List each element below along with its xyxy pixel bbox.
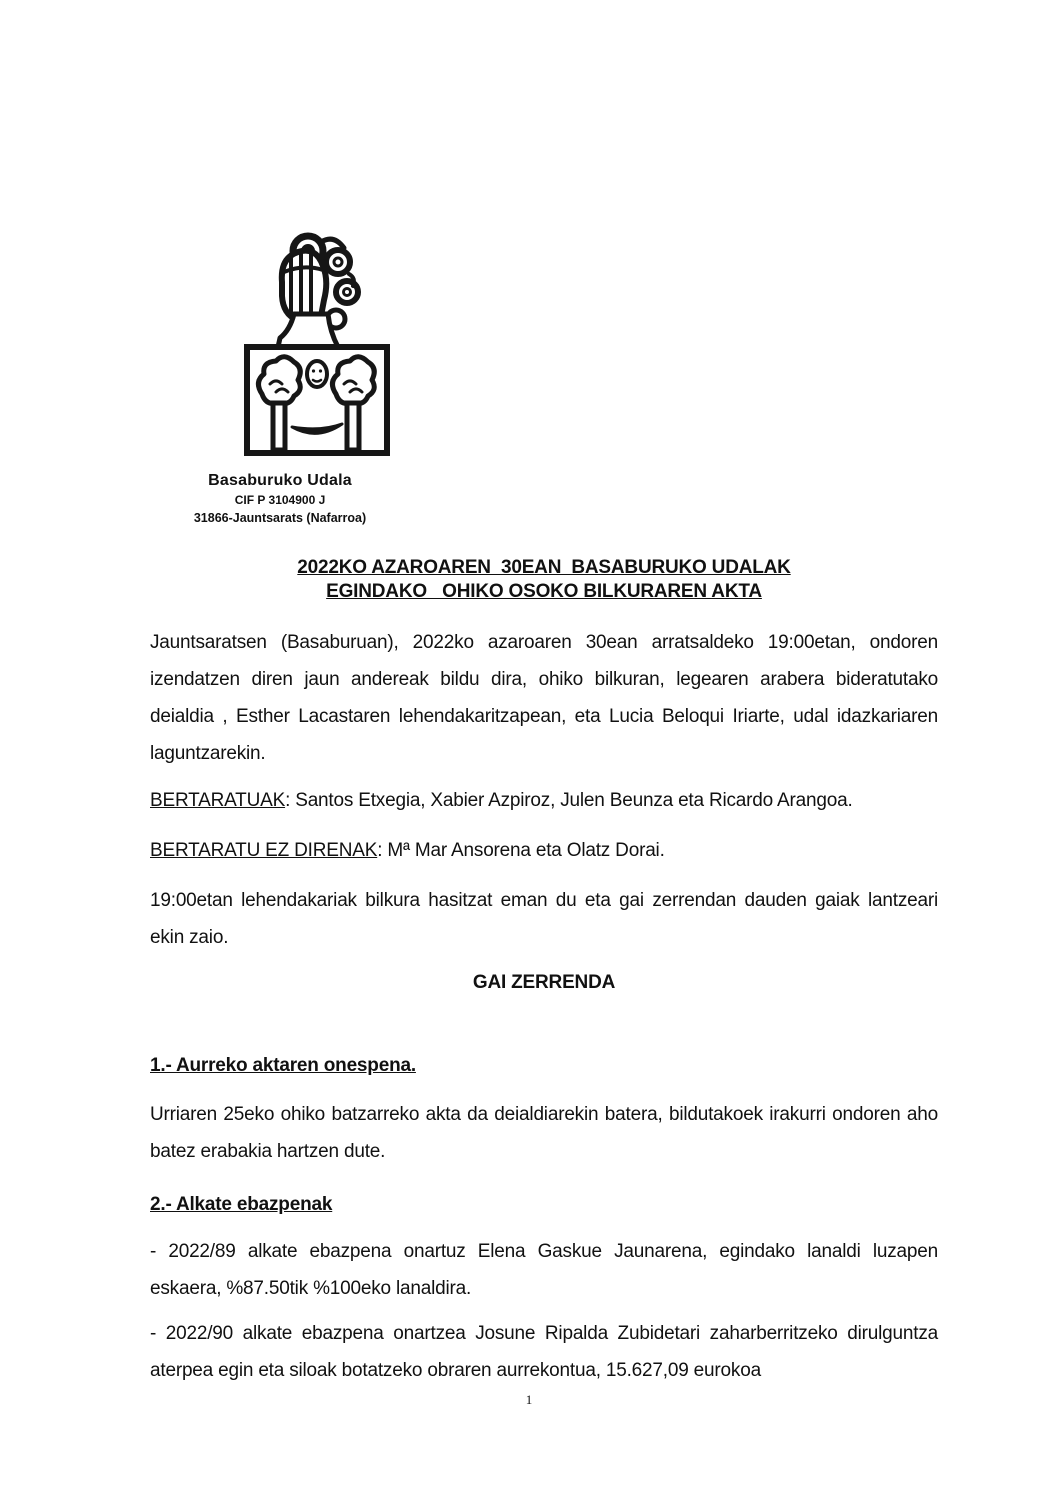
document-title-line2: EGINDAKO OHIKO OSOKO BILKURAREN AKTA bbox=[326, 581, 762, 602]
org-logo bbox=[242, 226, 392, 460]
opening-paragraph: 19:00etan lehendakariak bilkura hasitzat eman du eta gai zerrendan dauden gaiak lantzeari ekin zaio. bbox=[150, 890, 938, 948]
absentees-line bbox=[150, 832, 938, 869]
section-2-paragraph-1: - 2022/89 alkate ebazpena onartuz Elena Gaskue Jaunarena, egindako lanaldi luzapen eskaera, %87.50tik %100eko lanaldira. bbox=[150, 1241, 938, 1299]
org-name: Basaburuko Udala bbox=[208, 472, 352, 489]
org-address: 31866-Jauntsarats (Nafarroa) bbox=[193, 511, 367, 525]
attendees-line bbox=[150, 782, 938, 819]
attendees-label: BERTARATUAK bbox=[150, 790, 286, 811]
section-1-paragraph: Urriaren 25eko ohiko batzarreko akta da deialdiarekin batera, bildutakoek irakurri ondoren aho batez erabakia hartzen dute. bbox=[150, 1104, 938, 1162]
section-2-paragraph-2: - 2022/90 alkate ebazpena onartzea Josune Ripalda Zubidetari zaharberritzeko dirulguntza aterpea egin eta siloak botatzeko obraren aurrekontua, 15.627,09 eurokoa bbox=[150, 1323, 938, 1381]
intro-paragraph: Jauntsaratsen (Basaburuan), 2022ko azaroaren 30ean arratsaldeko 19:00etan, ondoren izendatzen diren jaun andereak bildu dira, ohiko bilkuran, legearen arabera bideratutako deialdia , Esther Lacastaren lehendakaritzapean, eta Lucia Beloqui Iriarte, udal idazkariaren laguntzarekin. bbox=[150, 632, 938, 764]
section-2-heading: 2.- Alkate ebazpenak bbox=[150, 1194, 333, 1215]
agenda-heading: GAI ZERRENDA bbox=[472, 972, 616, 993]
document-title-line1: 2022KO AZAROAREN 30EAN BASABURUKO UDALAK bbox=[297, 557, 791, 578]
page-number: 1 bbox=[525, 1392, 533, 1407]
absentees-names: : Mª Mar Ansorena eta Olatz Dorai. bbox=[377, 840, 665, 861]
coat-of-arms-icon bbox=[242, 226, 392, 460]
document-body bbox=[150, 556, 938, 1389]
org-identity bbox=[148, 470, 412, 527]
attendees-names: : Santos Etxegia, Xabier Azpiroz, Julen Beunza eta Ricardo Arangoa. bbox=[285, 790, 853, 811]
absentees-label: BERTARATU EZ DIRENAK bbox=[150, 840, 378, 861]
section-1-heading: 1.- Aurreko aktaren onespena. bbox=[150, 1055, 416, 1076]
document-title bbox=[150, 556, 938, 604]
org-cif: CIF P 3104900 J bbox=[234, 493, 326, 507]
